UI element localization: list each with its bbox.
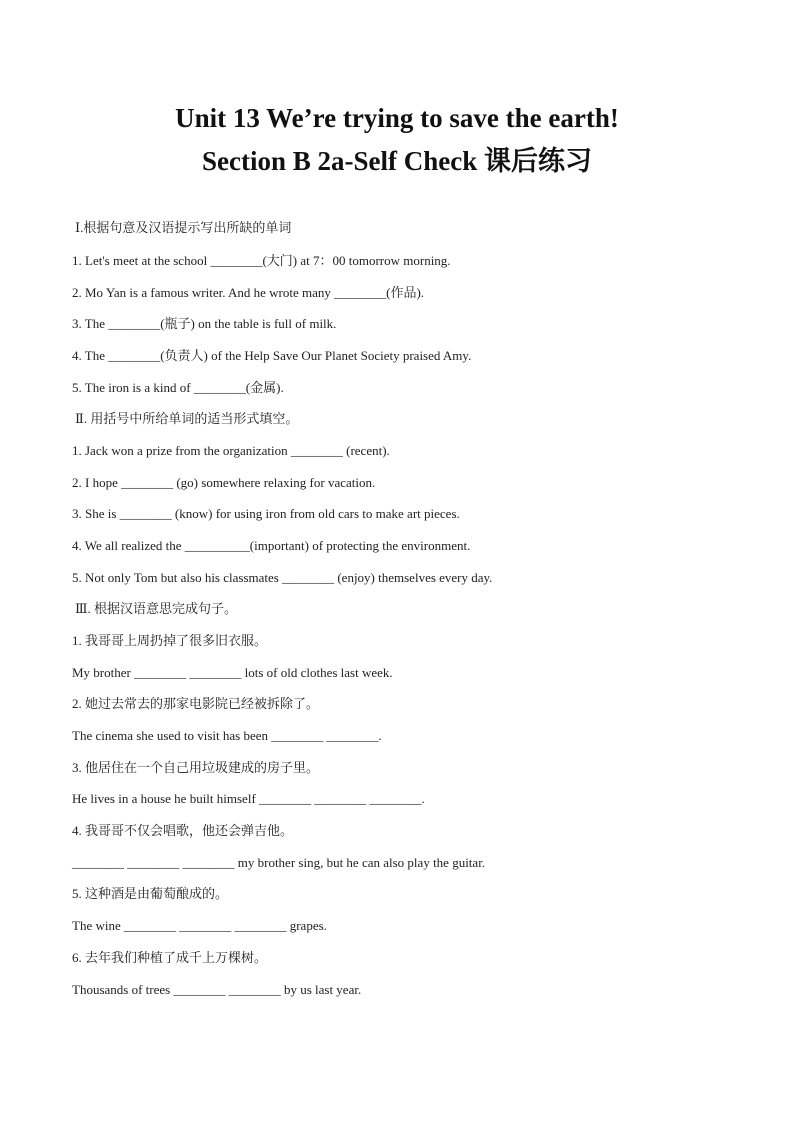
section3-item-1-answer: My brother ________ ________ lots of old clothes last week. bbox=[72, 665, 393, 680]
section2-item-4: 4. We all realized the __________(important) of protecting the environment. bbox=[72, 538, 471, 553]
section1-item-5: 5. The iron is a kind of ________(金属). bbox=[72, 380, 284, 395]
section3-item-1-prompt: 1. 我哥哥上周扔掉了很多旧衣服。 bbox=[72, 633, 268, 648]
section3-item-2-prompt: 2. 她过去常去的那家电影院已经被拆除了。 bbox=[72, 696, 320, 711]
page-title-line1: Unit 13 We’re trying to save the earth! bbox=[175, 103, 619, 133]
section3-item-3-prompt: 3. 他居住在一个自己用垃圾建成的房子里。 bbox=[72, 760, 320, 775]
section3-item-5-prompt: 5. 这种酒是由葡萄酿成的。 bbox=[72, 886, 229, 901]
section3-item-6-answer: Thousands of trees ________ ________ by us last year. bbox=[72, 982, 362, 997]
section3-item-6-prompt: 6. 去年我们种植了成千上万棵树。 bbox=[72, 950, 268, 965]
section1-heading: Ⅰ.根据句意及汉语提示写出所缺的单词 bbox=[75, 220, 292, 235]
section1-item-1: 1. Let's meet at the school ________(大门) at 7：00 tomorrow morning. bbox=[72, 253, 451, 268]
section3-item-2-answer: The cinema she used to visit has been ________ ________. bbox=[72, 728, 382, 743]
page-title-line2: Section B 2a-Self Check 课后练习 bbox=[202, 146, 592, 176]
section3-item-3-answer: He lives in a house he built himself ________ ________ ________. bbox=[72, 791, 425, 806]
section2-item-5: 5. Not only Tom but also his classmates ________ (enjoy) themselves every day. bbox=[72, 570, 493, 585]
section1-item-3: 3. The ________(瓶子) on the table is full of milk. bbox=[72, 316, 337, 331]
section1-item-4: 4. The ________(负责人) of the Help Save Our Planet Society praised Amy. bbox=[72, 348, 472, 363]
section3-item-4-prompt: 4. 我哥哥不仅会唱歌，他还会弹吉他。 bbox=[72, 823, 294, 838]
section3-item-5-answer: The wine ________ ________ ________ grapes. bbox=[72, 918, 327, 933]
section1-item-2: 2. Mo Yan is a famous writer. And he wrote many ________(作品). bbox=[72, 285, 425, 300]
section3-heading: Ⅲ. 根据汉语意思完成句子。 bbox=[75, 601, 238, 616]
section2-item-1: 1. Jack won a prize from the organization ________ (recent). bbox=[72, 443, 390, 458]
section2-item-2: 2. I hope ________ (go) somewhere relaxing for vacation. bbox=[72, 475, 376, 490]
section3-item-4-answer: ________ ________ ________ my brother sing, but he can also play the guitar. bbox=[72, 855, 486, 870]
section2-heading: Ⅱ. 用括号中所给单词的适当形式填空。 bbox=[75, 411, 299, 426]
section2-item-3: 3. She is ________ (know) for using iron from old cars to make art pieces. bbox=[72, 506, 460, 521]
